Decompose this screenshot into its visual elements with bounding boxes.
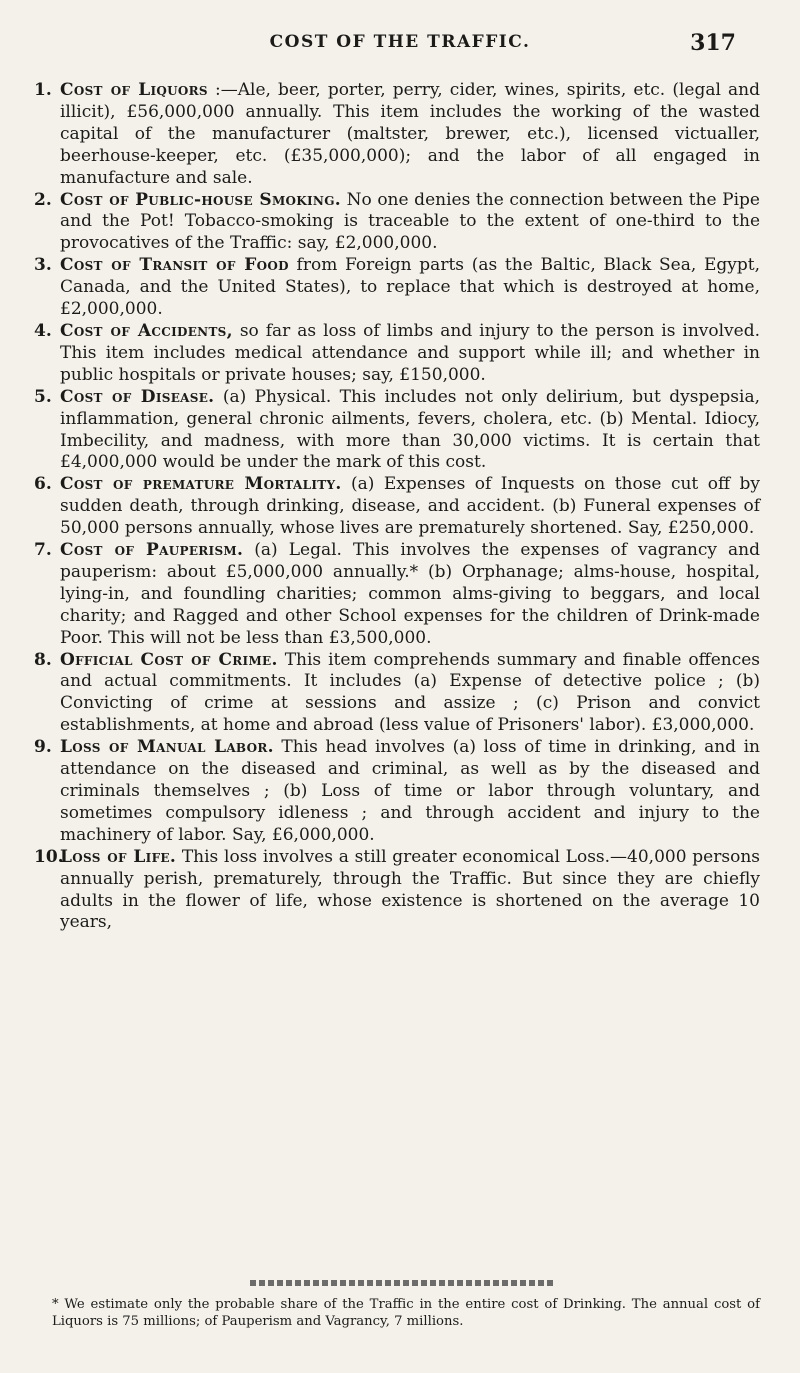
item-heading: Cost of Accidents, [60, 320, 233, 341]
item-heading: Cost of Disease. [60, 386, 215, 407]
list-item [34, 80, 760, 190]
list-item [34, 255, 760, 321]
main-text [34, 80, 760, 934]
item-number: 2. [34, 189, 52, 210]
item-number: 10. [34, 846, 64, 867]
footnote-divider [250, 1280, 555, 1286]
item-heading: Cost of Pauperism. [60, 540, 244, 561]
item-number: 6. [34, 474, 52, 495]
list-item [34, 847, 760, 935]
item-text: (a) Physical. This includes not only delirium, but dyspepsia, inflammation, general chronic ailments, fevers, cholera, etc. (b) Mental. Idiocy, Imbecility, and madness, with more than 30,000 victims. It is certain that £4,000,000 would be under the mark of this cost. [60, 386, 760, 473]
list-item [34, 387, 760, 475]
list-item [34, 540, 760, 650]
page-number: 317 [690, 30, 736, 56]
item-text: This loss involves a still greater economical Loss.—40,000 persons annually perish, prematurely, through the Traffic. But since they are chiefly adults in the flower of life, whose existence is shortened on the average 10 years, [60, 846, 760, 933]
item-number: 3. [34, 255, 52, 276]
item-text: (a) Legal. This involves the expenses of vagrancy and pauperism: about £5,000,000 annually.* (b) Orphanage; alms-house, hospital, lying-in, and foundling charities; common alms-giving to beggars, and local charity; and Ragged and other School expenses for the children of Drink-made Poor. This will not be less than £3,500,000. [60, 540, 760, 648]
item-number: 7. [34, 540, 52, 561]
running-head: COST OF THE TRAFFIC. [269, 32, 531, 52]
item-text: so far as loss of limbs and injury to the person is involved. This item includes medical attendance and support while ill; and whether in public hospitals or private houses; say, £150,000. [60, 320, 760, 385]
list-item [34, 650, 760, 738]
page-header [0, 32, 800, 62]
item-number: 8. [34, 649, 52, 670]
list-item [34, 474, 760, 540]
item-number: 9. [34, 737, 52, 758]
item-number: 4. [34, 320, 52, 341]
item-text: from Foreign parts (as the Baltic, Black Sea, Egypt, Canada, and the United States), to replace that which is destroyed at home, £2,000,000. [60, 255, 761, 320]
item-heading: Cost of Public-house Smoking. [60, 189, 341, 210]
item-text: This item comprehends summary and finable offences and actual commitments. It includes (a) Expense of detective police ; (b) Convicting of crime at sessions and assize ; (c) Prison and convict establishments, at home and abroad (less value of Prisoners' labor). £3,000,000. [60, 649, 761, 736]
list-item [34, 737, 760, 847]
item-text: (a) Expenses of Inquests on those cut off by sudden death, through drinking, disease, and accident. (b) Funeral expenses of 50,000 persons annually, whose lives are prematurely shortened. Say, £250,000. [60, 474, 760, 539]
item-text: :—Ale, beer, porter, perry, cider, wines, spirits, etc. (legal and illicit), £56,000,000 annually. This item includes the working of the wasted capital of the manufacturer (maltster, brewer, etc.), licensed victualler, beerhouse-keeper, etc. (£35,000,000); and the labor of all engaged in manufacture and sale. [60, 80, 760, 188]
item-heading: Cost of Transit of Food [60, 255, 289, 276]
list-item [34, 321, 760, 387]
item-heading: Official Cost of Crime. [60, 649, 278, 670]
item-heading: Loss of Manual Labor. [60, 737, 274, 758]
footnote: * We estimate only the probable share of the Traffic in the entire cost of Drinking. The annual cost of Liquors is 75 millions; of Pauperism and Vagrancy, 7 millions. [52, 1297, 760, 1329]
item-text: This head involves (a) loss of time in drinking, and in attendance on the diseased and criminal, as well as by the diseased and criminals themselves ; (b) Loss of time or labor through voluntary, and sometimes compulsory idleness ; and through accident and injury to the machinery of labor. Say, £6,000,000. [60, 737, 761, 845]
item-text: No one denies the connection between the Pipe and the Pot! Tobacco-smoking is traceable to the extent of one-third to the provocatives of the Traffic: say, £2,000,000. [60, 189, 760, 254]
item-heading: Cost of premature Mortality. [60, 474, 342, 495]
item-number: 5. [34, 386, 52, 407]
item-number: 1. [34, 80, 52, 100]
item-heading: Loss of Life. [60, 846, 177, 867]
list-item [34, 190, 760, 256]
item-heading: Cost of Liquors [60, 80, 208, 100]
